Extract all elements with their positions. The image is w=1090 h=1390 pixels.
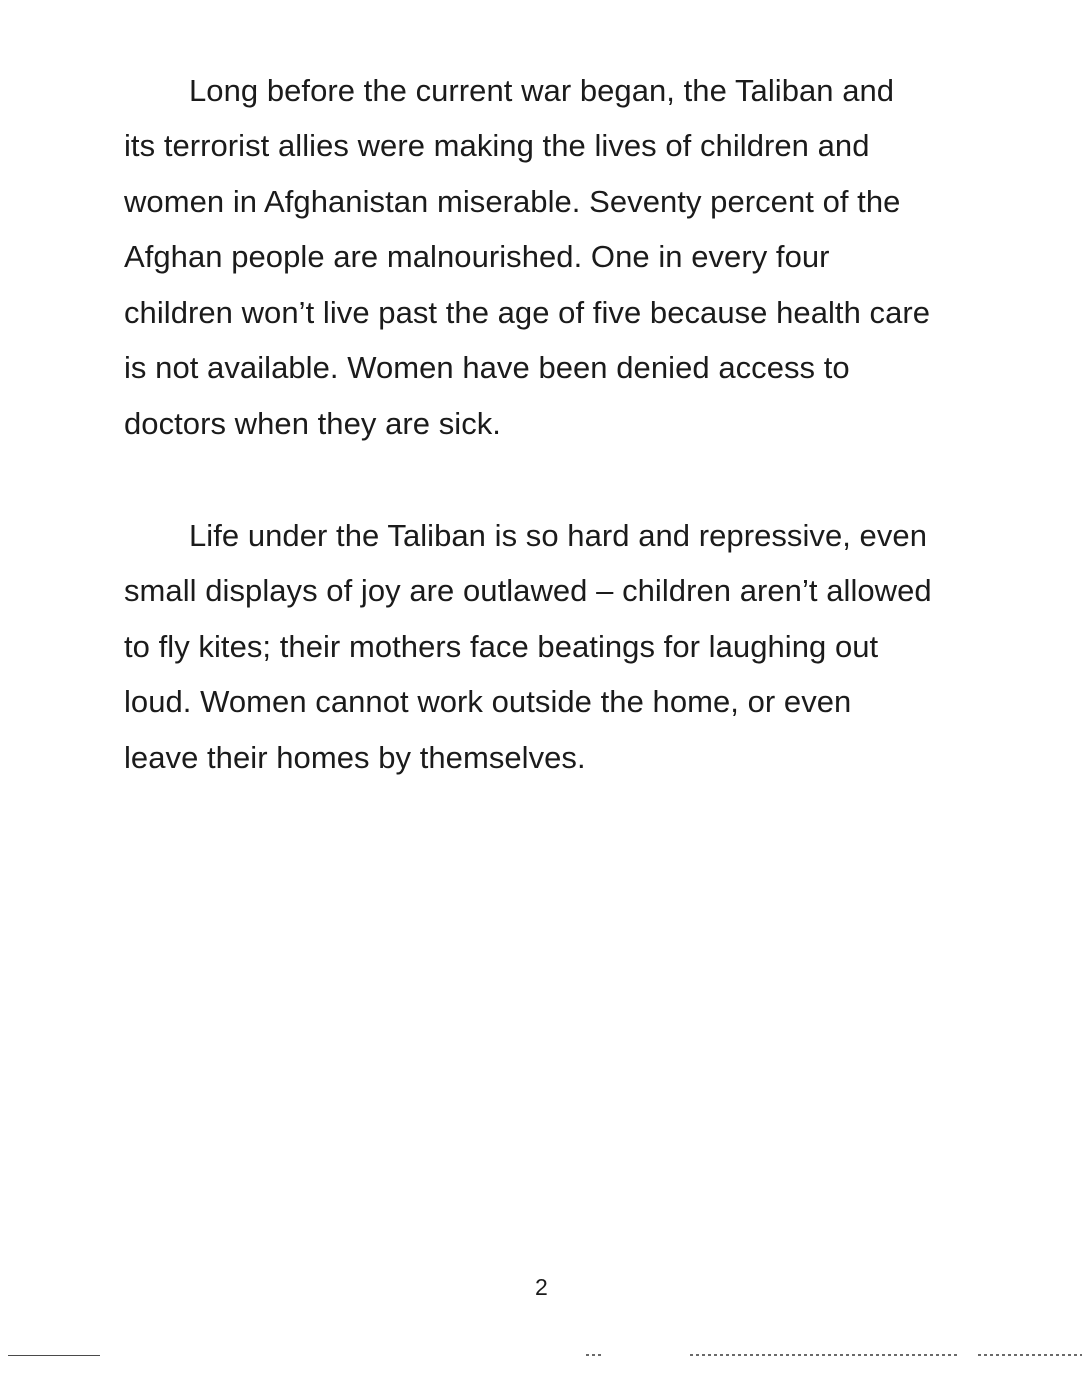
paragraph-1-line-3: women in Afghanistan miserable. Seventy percent of the (124, 184, 901, 219)
page-number: 2 (535, 1274, 548, 1300)
paragraph-1-line-1: Long before the current war began, the Taliban and (189, 73, 895, 108)
paragraph-1-line-4: Afghan people are malnourished. One in every four (124, 239, 830, 274)
scan-artifact-line-left (8, 1355, 100, 1356)
paragraph-1-line-5: children won’t live past the age of five because health care (124, 295, 931, 330)
paragraph-1-line-2: its terrorist allies were making the lives of children and (124, 128, 870, 163)
paragraph-2-line-1: Life under the Taliban is so hard and repressive, even (189, 518, 927, 553)
scan-artifact-dots-far-right (978, 1354, 1082, 1356)
paragraph-2-line-5: leave their homes by themselves. (124, 740, 586, 775)
scan-artifact-dots-center (586, 1354, 604, 1356)
paragraph-2-line-3: to fly kites; their mothers face beatings for laughing out (124, 629, 879, 664)
paragraph-1-line-6: is not available. Women have been denied access to (124, 350, 850, 385)
paragraph-2-line-2: small displays of joy are outlawed – children aren’t allowed (124, 573, 932, 608)
scan-artifact-dots-right (690, 1354, 960, 1356)
paragraph-2-line-4: loud. Women cannot work outside the home, or even (124, 684, 852, 719)
paragraph-1-line-7: doctors when they are sick. (124, 406, 501, 441)
